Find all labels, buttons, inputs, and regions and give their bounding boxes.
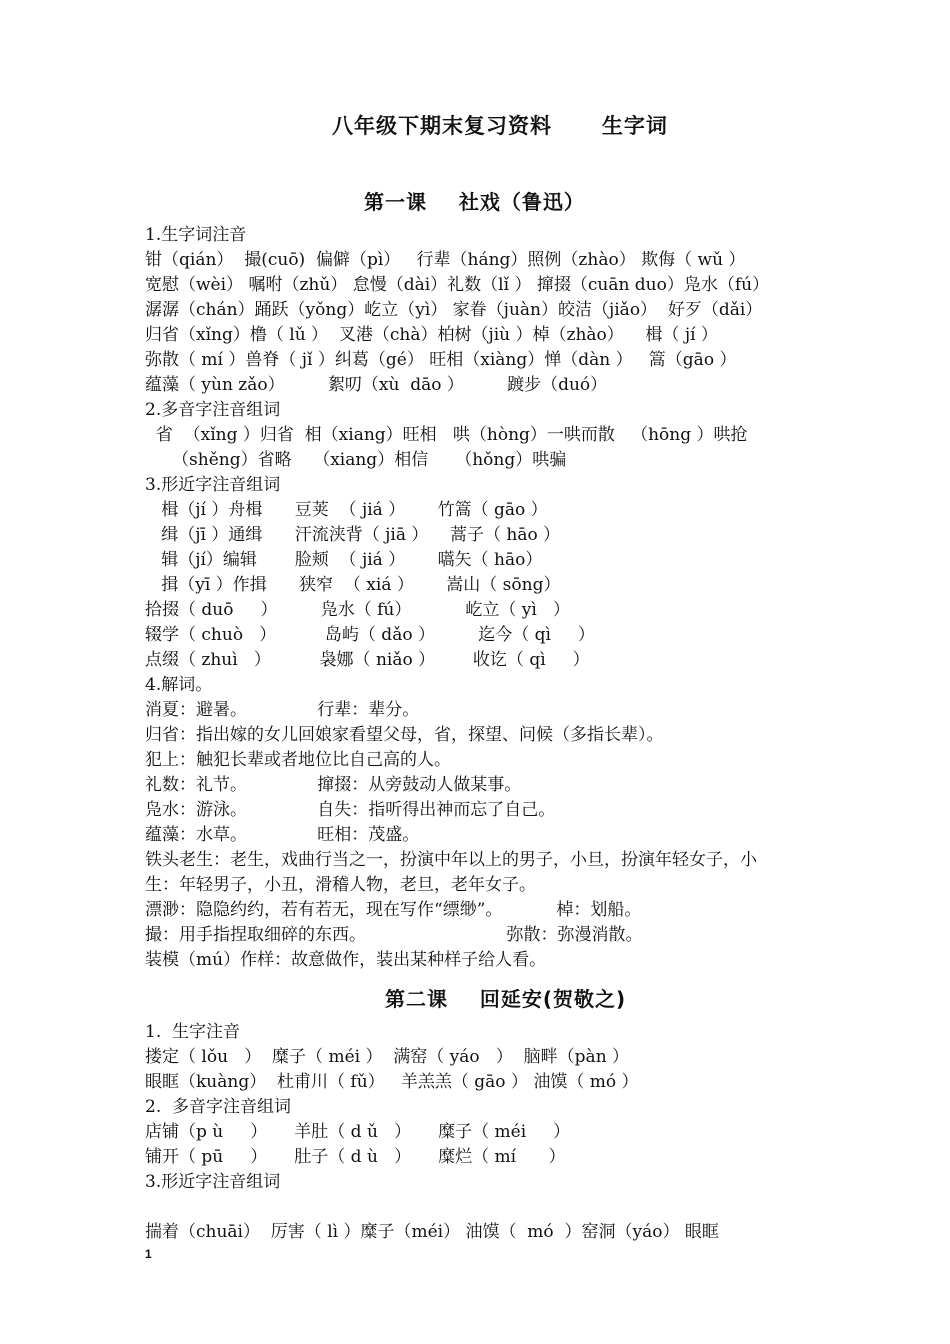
text-line: 撮：用手指捏取细碎的东西。 弥散：弥漫消散。 [145,925,643,945]
text-line: 拾掇（ duō ） 凫水（ fú） 屹立（ yì ） [145,600,571,620]
text-line: 4.解词。 [145,675,213,695]
text-line: 搂定（ lǒu ） 糜子（ méi ） 满窑（ yáo ） 脑畔（pàn ） [145,1047,630,1067]
text-line: 生：年轻男子，小丑，滑稽人物，老旦，老年女子。 [145,875,536,895]
text-line: 省 （xǐng ）归省 相（xiang）旺相 哄（hòng）一哄而散 （hōng ）哄抢 [145,425,748,445]
lesson2-title: 第二课 回延安(贺敬之) [385,987,627,1011]
text-line: 漂渺：隐隐约约，若有若无，现在写作“缥缈”。 棹：划船。 [145,900,642,920]
text-line: 潺潺（chán）踊跃（yǒng）屹立（yì） 家眷（juàn）皎洁（jiǎo） 好歹（dǎi） [145,300,763,320]
text-line: 钳（qián） 撮(cuō) 偏僻（pì） 行辈（háng）照例（zhào） 欺侮（ wǔ ） [145,250,746,270]
text-line: 辍学（ chuò ） 岛屿（ dǎo ） 迄今（ qì ） [145,625,595,645]
text-line: 缉（jī ）通缉 汗流浃背（ jiā ） 蒿子（ hāo ） [145,525,561,545]
text-line: 3.形近字注音组词 [145,475,281,495]
text-line: 点缀（ zhuì ） 袅娜（ niǎo ） 收讫（ qì ） [145,650,590,670]
text-line: 2. 多音字注音组词 [145,1097,292,1117]
text-line: 辑（jí）编辑 脸颊 （ jiá ） 嚆矢（ hāo） [145,550,543,570]
text-line: 铺开（ pū ） 肚子（ d ù ） 糜烂（ mí ） [145,1147,566,1167]
text-line: 消夏：避暑。 行辈：辈分。 [145,700,420,720]
text-line: 楫（jí ）舟楫 豆荚 （ jiá ） 竹篙（ gāo ） [145,500,548,520]
text-line: 1.生字词注音 [145,225,247,245]
text-line: 1. 生字注音 [145,1022,241,1042]
text-line: （shěng）省略 （xiang）相信 （hǒng）哄骗 [145,450,567,470]
text-line: 弥散（ mí ）兽脊（ jǐ ）纠葛（gé） 旺相（xiàng）惮（dàn ） 篙（gāo ） [145,350,737,370]
page-number: 1 [145,1247,152,1261]
text-line: 揣着（chuāi） 厉害（ lì ）糜子（méi） 油馍（ mó ）窑洞（yáo） 眼眶 [145,1222,719,1242]
text-line: 揖（yī ）作揖 狭窄 （ xiá ） 嵩山（ sōng） [145,575,561,595]
lesson1-title: 第一课 社戏（鲁迅） [364,190,585,214]
text-line: 铁头老生：老生，戏曲行当之一，扮演中年以上的男子，小旦，扮演年轻女子，小 [145,850,757,870]
text-line: 宽慰（wèi） 嘱咐（zhǔ） 怠慢（dài）礼数（lǐ ） 撺掇（cuān duo）凫水（fú） [145,275,770,295]
text-line: 3.形近字注音组词 [145,1172,281,1192]
text-line: 装模（mú）作样：故意做作，装出某种样子给人看。 [145,950,547,970]
text-line: 2.多音字注音组词 [145,400,281,420]
text-line: 犯上：触犯长辈或者地位比自己高的人。 [145,750,451,770]
text-line: 眼眶（kuàng） 杜甫川（ fǔ） 羊羔羔（ gāo ） 油馍（ mó ） [145,1072,639,1092]
text-line: 归省：指出嫁的女儿回娘家看望父母，省，探望、问候（多指长辈）。 [145,725,664,745]
text-line: 店铺（p ù ） 羊肚（ d ǔ ） 糜子（ méi ） [145,1122,571,1142]
text-line: 归省（xǐng）橹（ lǔ ） 叉港（chà）柏树（jiù ）棹（zhào） 楫（ jí ） [145,325,718,345]
text-line: 蕴藻（ yùn zǎo） 絮叨（xù dāo ） 踱步（duó） [145,375,608,395]
document-title: 八年级下期末复习资料 生字词 [332,114,668,138]
text-line: 蕴藻：水草。 旺相：茂盛。 [145,825,420,845]
text-line: 凫水：游泳。 自失：指听得出神而忘了自己。 [145,800,556,820]
text-line: 礼数：礼节。 撺掇：从旁鼓动人做某事。 [145,775,522,795]
